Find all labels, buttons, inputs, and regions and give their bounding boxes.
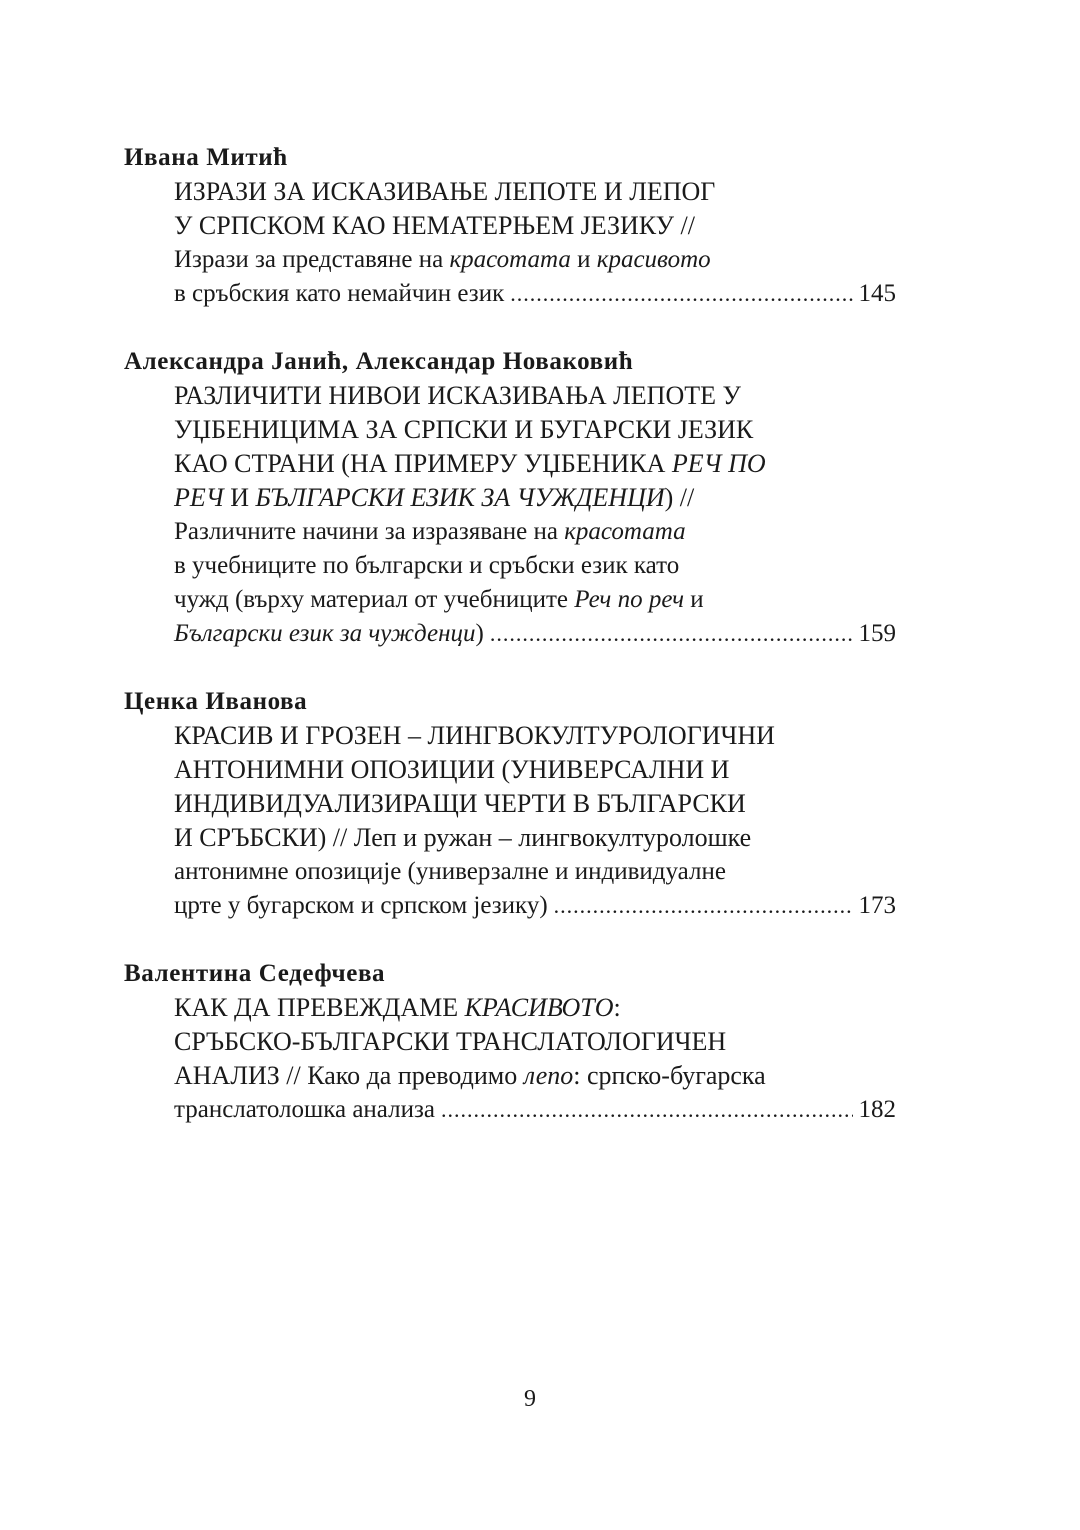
title-text: И СРЪБСКИ) // Леп и ружан – лингвокултуролошке	[174, 823, 752, 852]
dot-leader	[490, 617, 853, 651]
title-text: ИЗРАЗИ ЗА ИСКАЗИВАЊЕ ЛЕПОТЕ И ЛЕПОГ	[174, 177, 716, 206]
italic-text: красивото	[596, 246, 711, 273]
entry-title-line	[174, 617, 896, 651]
italic-text: Реч по реч	[574, 586, 685, 613]
entry-title-line	[174, 821, 896, 855]
entry-author: Ивана Митић	[124, 144, 288, 171]
title-text: чужд (върху материал от учебниците	[174, 586, 575, 613]
toc-entry[interactable]	[124, 685, 896, 923]
entry-page-number[interactable]: 145	[858, 280, 896, 307]
entry-title-line	[174, 481, 896, 515]
entry-title-line	[174, 277, 896, 311]
entry-title-line	[174, 209, 896, 243]
title-text: УЏБЕНИЦИМА ЗА СРПСКИ И БУГАРСКИ ЈЕЗИК	[174, 415, 754, 444]
entry-page-number[interactable]: 182	[858, 1096, 896, 1123]
title-text: )	[475, 620, 484, 647]
title-text: : српско-бугарска	[573, 1061, 766, 1090]
italic-text: КРАСИВОТО	[464, 993, 614, 1022]
italic-text: красотата	[449, 246, 571, 273]
title-text: Изрази за представяне на	[174, 246, 450, 273]
entry-title-line	[174, 175, 896, 209]
dot-leader	[441, 1093, 853, 1127]
entry-title-line	[174, 243, 896, 277]
title-text: СРЪБСКО-БЪЛГАРСКИ ТРАНСЛАТОЛОГИЧЕН	[174, 1027, 727, 1056]
title-text: У СРПСКОМ КАО НЕМАТЕРЊЕМ ЈЕЗИКУ //	[174, 211, 695, 240]
title-text: И	[223, 483, 256, 512]
title-text: транслатолошка анализа	[174, 1096, 435, 1123]
table-of-contents	[124, 141, 896, 1161]
italic-text: РЕЧ	[174, 483, 224, 512]
italic-text: лепо	[523, 1061, 574, 1090]
italic-text: БЪЛГАРСКИ ЕЗИК ЗА ЧУЖДЕНЦИ	[255, 483, 665, 512]
title-text: АНАЛИЗ // Како да преводимо	[174, 1061, 524, 1090]
entry-title-line	[174, 549, 896, 583]
title-text: в сръбския като немайчин език	[174, 280, 505, 307]
title-text: АНТОНИМНИ ОПОЗИЦИИ (УНИВЕРСАЛНИ И	[174, 755, 730, 784]
italic-text: РЕЧ ПО	[671, 449, 766, 478]
toc-entry[interactable]	[124, 957, 896, 1127]
entry-author: Ценка Иванова	[124, 688, 308, 715]
dot-leader	[554, 889, 853, 923]
title-text: КАО СТРАНИ (НА ПРИМЕРУ УЏБЕНИКА	[174, 449, 672, 478]
toc-entry[interactable]	[124, 345, 896, 651]
entry-title-line	[174, 1093, 896, 1127]
title-text: КАК ДА ПРЕВЕЖДАМЕ	[174, 993, 465, 1022]
entry-title-line	[174, 379, 896, 413]
title-text: ИНДИВИДУАЛИЗИРАЩИ ЧЕРТИ В БЪЛГАРСКИ	[174, 789, 746, 818]
title-text: и	[570, 246, 597, 273]
toc-entry[interactable]	[124, 141, 896, 311]
entry-title-line	[174, 447, 896, 481]
title-text: Различните начини за изразяване на	[174, 518, 565, 545]
entry-title-line	[174, 515, 896, 549]
entry-title-line	[174, 583, 896, 617]
entry-title-line	[174, 1025, 896, 1059]
dot-leader	[510, 277, 852, 311]
title-text: :	[613, 993, 621, 1022]
entry-title-line	[174, 413, 896, 447]
italic-text: Български език за чужденци	[174, 620, 476, 647]
entry-author: Валентина Седефчева	[124, 960, 386, 987]
entry-title-line	[174, 855, 896, 889]
title-text: антонимне опозиције (универзалне и индивидуалне	[174, 858, 726, 885]
title-text: црте у бугарском и српском језику)	[174, 892, 548, 919]
title-text: в учебниците по български и сръбски език като	[174, 552, 680, 579]
entry-author: Александра Јанић, Александар Новаковић	[124, 348, 634, 375]
title-text: ) //	[664, 483, 695, 512]
title-text: РАЗЛИЧИТИ НИВОИ ИСКАЗИВАЊА ЛЕПОТЕ У	[174, 381, 741, 410]
entry-title-line	[174, 787, 896, 821]
entry-page-number[interactable]: 159	[858, 620, 896, 647]
entry-title-line	[174, 719, 896, 753]
title-text: и	[684, 586, 704, 613]
entry-title-line	[174, 889, 896, 923]
title-text: КРАСИВ И ГРОЗЕН – ЛИНГВОКУЛТУРОЛОГИЧНИ	[174, 721, 775, 750]
entry-title-line	[174, 1059, 896, 1093]
entry-title-line	[174, 753, 896, 787]
entry-page-number[interactable]: 173	[858, 892, 896, 919]
italic-text: красотата	[564, 518, 686, 545]
page-number: 9	[524, 1386, 536, 1412]
entry-title-line	[174, 991, 896, 1025]
